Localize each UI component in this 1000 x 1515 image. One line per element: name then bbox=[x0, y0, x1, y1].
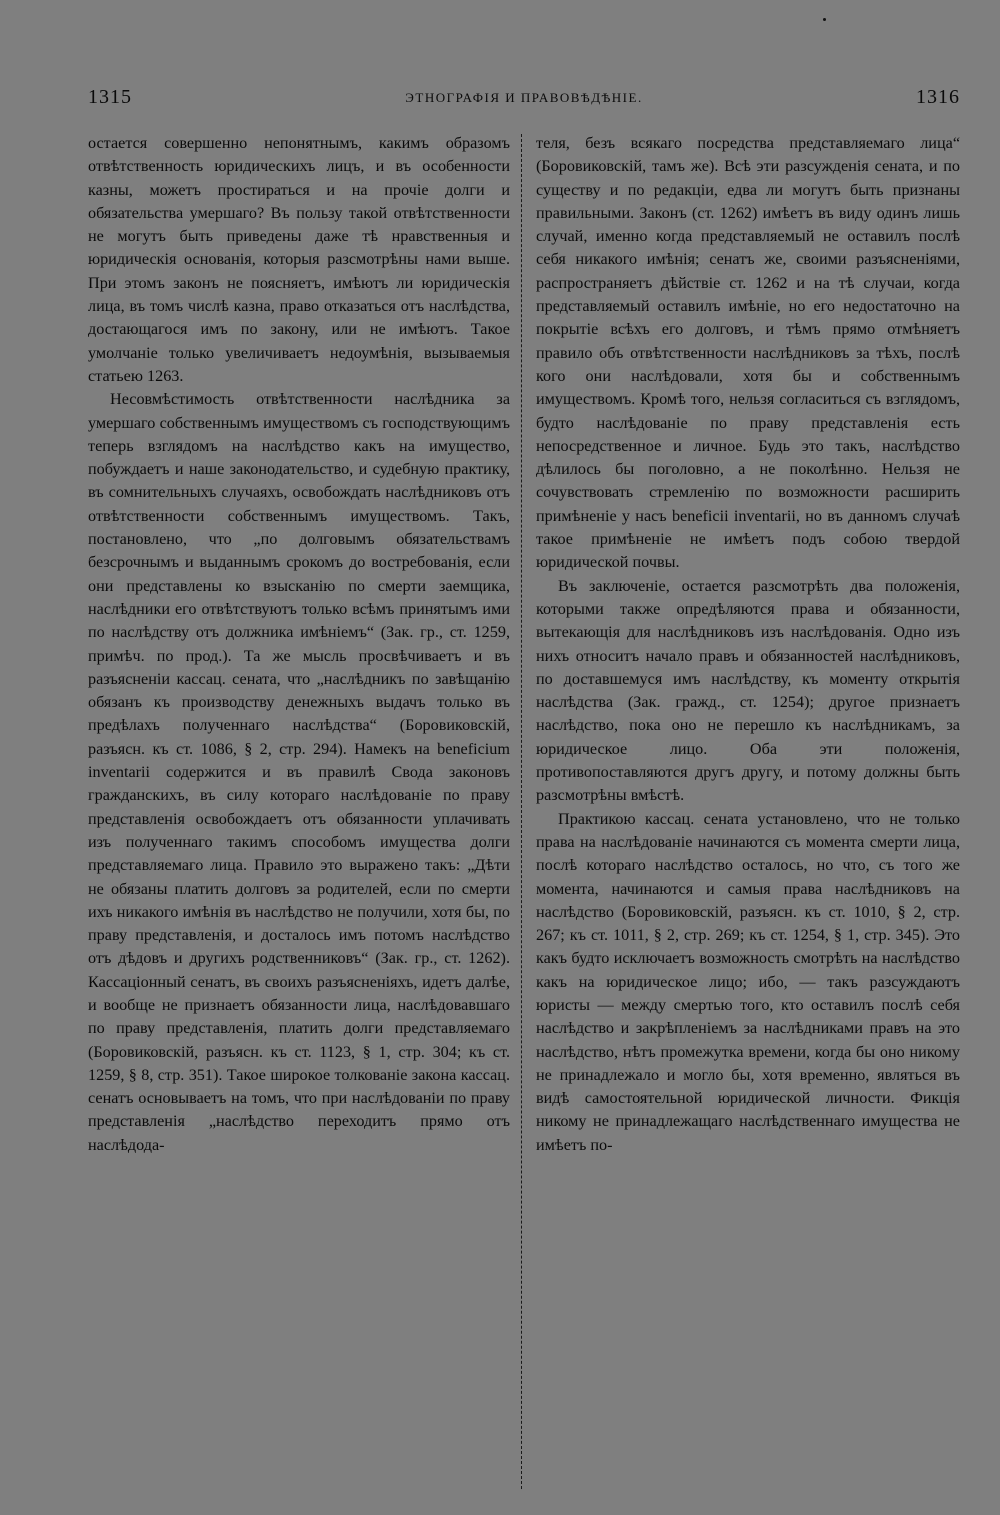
paragraph: остается совершенно непонятнымъ, какимъ образомъ отвѣтственность юридическихъ лицъ, и въ особенности казны, можетъ простираться и на прочіе долги и обязательства умершаго? Въ пользу такой отвѣтственности не могутъ быть приведены даже тѣ нравственныя и юридическія основанія, которыя разсмотрѣны нами выше. При этомъ законъ не поясняетъ, имѣютъ ли юридическія лица, въ томъ числѣ казна, право отказаться отъ наслѣдства, достающагося имъ по закону, или не имѣютъ. Такое умолчаніе только увеличиваетъ недоумѣнія, вызываемыя статьею 1263. bbox=[88, 134, 510, 385]
ink-speck bbox=[823, 18, 826, 21]
paragraph: Несовмѣстимость отвѣтственности наслѣдника за умершаго собственнымъ имуществомъ съ господствующимъ теперь взглядомъ на наслѣдство какъ на имущество, побуждаетъ и наше законодательство, и судебную практику, въ сомнительныхъ случаяхъ, освобождать наслѣдниковъ отъ отвѣтственности собственнымъ имуществомъ. Такъ, постановлено, что „по долговымъ обязательствамъ безсрочнымъ и выданнымъ срокомъ до востребованія, если они представлены ко взысканію по смерти заемщика, наслѣдники его отвѣтствуютъ только всѣмъ принятымъ ими по наслѣдству отъ должника имѣніемъ“ (Зак. гр., ст. 1259, примѣч. по прод.). Та же мысль просвѣчиваетъ и въ разъясненіи кассац. сената, что „наслѣдникъ по завѣщанію обязанъ къ производству денежныхъ выдачъ только въ предѣлахъ полученнаго наслѣдства“ (Боровиковскій, разъясн. къ ст. 1086, § 2, стр. 294). Намекъ на beneficium inventarii содержится и въ правилѣ Свода законовъ гражданскихъ, въ силу котораго наслѣдованіе по праву представленія освобождаетъ отъ обязанности уплачивать изъ полученнаго такимъ способомъ имущества долги представляемаго лица. Правило это выражено такъ: „Дѣти не обязаны платить долговъ за родителей, если по смерти ихъ никакого имѣнія въ наслѣдство не получили, хотя бы, по праву представленія, и досталось имъ потомъ наслѣдство отъ дѣдовъ и другихъ родственниковъ“ (Зак. гр., ст. 1262). Кассаціонный сенатъ, въ своихъ разъясненіяхъ, идетъ далѣе, и вообще не признаетъ обязанности лица, наслѣдовавшаго по праву представленія, платить долги представляемаго (Боровиковскій, разъясн. къ ст. 1123, § 1, стр. 304; къ ст. 1259, § 8, стр. 351). Такое широкое толкованіе закона кассац. сенатъ основываетъ на томъ, что при наслѣдованіи по праву представленія „наслѣдство переходитъ прямо отъ наслѣдода- bbox=[88, 390, 510, 1154]
right-column bbox=[536, 132, 960, 1157]
page-header bbox=[88, 80, 960, 120]
right-page-number: 1316 bbox=[916, 86, 960, 108]
running-title: ЭТНОГРАФІЯ И ПРАВОВѢДѢНІЕ. bbox=[405, 90, 643, 105]
paragraph: Практикою кассац. сената установлено, что не только права на наслѣдованіе начинаются съ момента смерти лица, послѣ котораго наслѣдство осталось, но что, съ того же момента, начинаются и самыя права наслѣдниковъ на наслѣдство (Боровиковскій, разъясн. къ ст. 1010, § 2, стр. 267; къ ст. 1011, § 2, стр. 269; къ ст. 1254, § 1, стр. 345). Это какъ будто исключаетъ возможность смотрѣть на наслѣдство какъ на юридическое лицо; ибо, — такъ разсуждаютъ юристы — между смертью того, кто оставилъ послѣ себя наслѣдство и закрѣпленіемъ за наслѣдниками правъ на это наслѣдство, нѣтъ промежутка времени, когда бы оно никому не принадлежало и могло бы, хотя временно, являться въ видѣ самостоятельной юридической личности. Фикція никому не принадлежащаго наслѣдственнаго имущества не имѣетъ по- bbox=[536, 809, 960, 1154]
column-divider bbox=[521, 134, 522, 1489]
left-page-number: 1315 bbox=[88, 86, 132, 108]
paragraph: Въ заключеніе, остается разсмотрѣть два положенія, которыми также опредѣляются права и обязанности, вытекающія для наслѣдниковъ изъ наслѣдованія. Одно изъ нихъ относитъ начало правъ и обязанностей наслѣдниковъ, по доставшемуся имъ наслѣдству, къ моменту открытія наслѣдства (Зак. гражд., ст. 1254); другое признаетъ наслѣдство, пока оно не перешло къ наслѣдникамъ, за юридическое лицо. Оба эти положенія, противопоставляются другъ другу, и потому должны быть разсмотрѣны вмѣстѣ. bbox=[536, 576, 960, 805]
paragraph: теля, безъ всякаго посредства представляемаго лица“ (Боровиковскій, тамъ же). Всѣ эти разсужденія сената, и по существу и по редакціи, едва ли могутъ быть признаны правильными. Законъ (ст. 1262) имѣетъ въ виду одинъ лишь случай, именно когда представляемый не оставилъ послѣ себя никакого имѣнія; сенатъ же, своими разъясненіями, распространяетъ дѣйствіе ст. 1262 и на тѣ случаи, когда представляемый оставилъ имѣніе, но его недостаточно на покрытіе всѣхъ его долговъ, и тѣмъ прямо отмѣняетъ правило объ отвѣтственности наслѣдниковъ за тѣхъ, послѣ кого они наслѣдовали, хотя бы и собственнымъ имуществомъ. Кромѣ того, нельзя согласиться съ взглядомъ, будто наслѣдованіе по праву представленія есть непосредственное и личное. Будь это такъ, наслѣдство дѣлилось бы поголовно, а не поколѣнно. Нельзя не сочувствовать стремленію по возможности расширить примѣненіе у насъ beneficii inventarii, но въ данномъ случаѣ такое примѣненіе не имѣетъ подъ собою твердой юридической почвы. bbox=[536, 134, 960, 572]
left-column bbox=[88, 132, 510, 1157]
